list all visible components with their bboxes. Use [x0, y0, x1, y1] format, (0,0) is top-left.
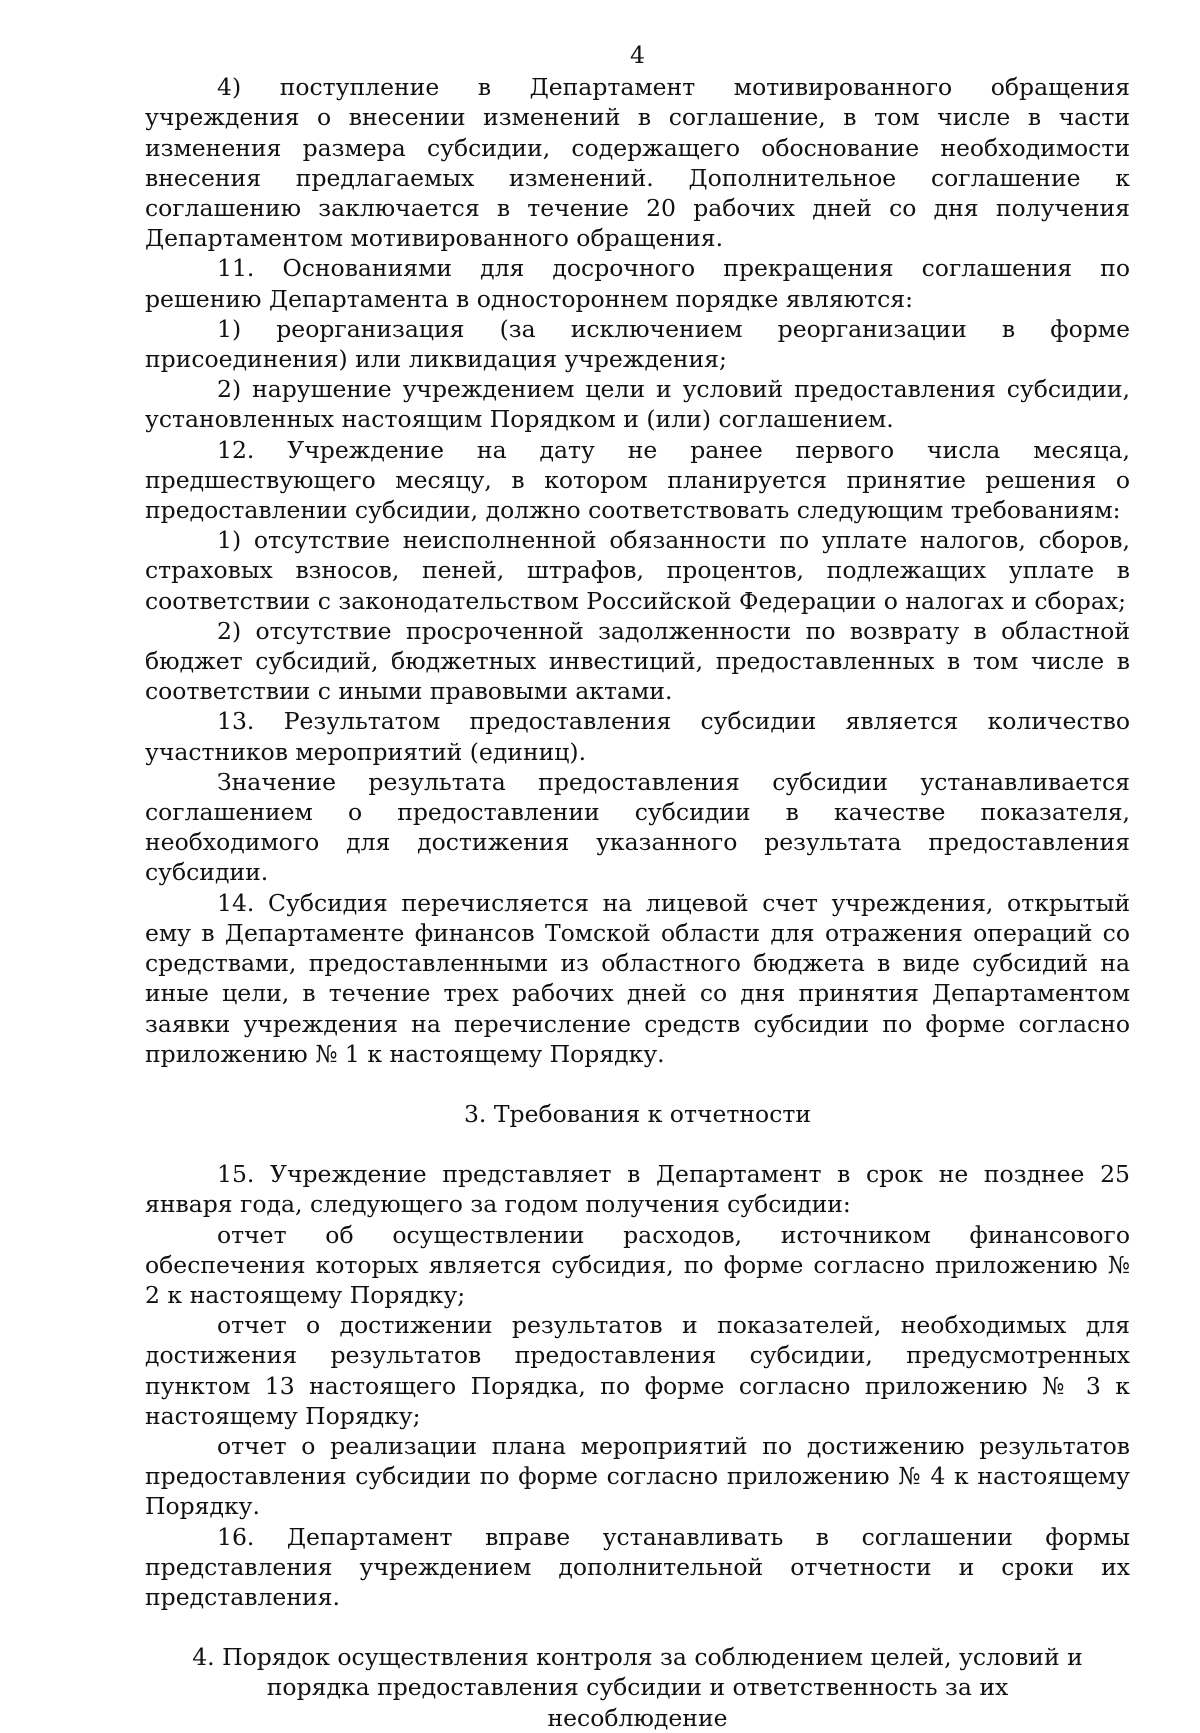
- paragraph-11-item-1: 1) реорганизация (за исключением реорганизации в форме присоединения) или ликвидация учреждения;: [145, 314, 1130, 374]
- paragraph-13: 13. Результатом предоставления субсидии является количество участников мероприятий (единиц).: [145, 707, 1130, 766]
- paragraph-12: 12. Учреждение на дату не ранее первого числа месяца, предшествующего месяцу, в котором планируется принятие решения о предоставлении субсидии, должно соответствовать следующим требованиям:: [145, 435, 1130, 525]
- paragraph-group-before: [145, 72, 1130, 1069]
- paragraph-10-item-4: 4) поступление в Департамент мотивированного обращения учреждения о внесении изменений в соглашение, в том числе в части изменения размера субсидии, содержащего обоснование необходимости внесения предлагаемых изменений. Дополнительное соглашение к соглашению заключается в течение 20 рабочих дней со дня получения Департаментом мотивированного обращения.: [145, 73, 1130, 253]
- section-3-heading: 3. Требования к отчетности: [463, 1099, 812, 1128]
- paragraph-group-section-3: [145, 1159, 1130, 1612]
- paragraph-14: 14. Субсидия перечисляется на лицевой счет учреждения, открытый ему в Департаменте финансов Томской области для отражения операций со средствами, предоставленными из областного бюджета в виде субсидий на иные цели, в течение трех рабочих дней со дня принятия Департаментом заявки учреждения на перечисление средств субсидии по форме согласно приложению № 1 к настоящему Порядку.: [145, 888, 1130, 1068]
- paragraph-12-item-2: 2) отсутствие просроченной задолженности по возврату в областной бюджет субсидий, бюджетных инвестиций, предоставленных в том числе в соответствии с иными правовыми актами.: [145, 616, 1130, 706]
- paragraph-11-item-2: 2) нарушение учреждением цели и условий предоставления субсидии, установленных настоящим Порядком и (или) соглашением.: [145, 375, 1130, 434]
- paragraph-15: 15. Учреждение представляет в Департамент в срок не позднее 25 января года, следующего за годом получения субсидии:: [145, 1160, 1130, 1219]
- paragraph-15-report-expenses: отчет об осуществлении расходов, источником финансового обеспечения которых является субсидия, по форме согласно приложению № 2 к настоящему Порядку;: [145, 1220, 1130, 1309]
- paragraph-11: 11. Основаниями для досрочного прекращения соглашения по решению Департамента в одностороннем порядке являются:: [145, 254, 1130, 313]
- paragraph-12-item-1: 1) отсутствие неисполненной обязанности по уплате налогов, сборов, страховых взносов, пеней, штрафов, процентов, подлежащих уплате в соответствии с законодательством Российской Федерации о налогах и сборах;: [145, 526, 1130, 615]
- paragraph-16: 16. Департамент вправе устанавливать в соглашении формы представления учреждением дополнительной отчетности и сроки их представления.: [145, 1522, 1130, 1611]
- document-page: [145, 40, 1130, 1733]
- paragraph-15-report-plan: отчет о реализации плана мероприятий по достижению результатов предоставления субсидии по форме согласно приложению № 4 к настоящему Порядку.: [145, 1431, 1130, 1521]
- page-number: 4: [630, 41, 645, 69]
- paragraph-13-value: Значение результата предоставления субсидии устанавливается соглашением о предоставлении субсидии в качестве показателя, необходимого для достижения указанного результата предоставления субсидии.: [145, 767, 1130, 887]
- section-4-heading: 4. Порядок осуществления контроля за соблюдением целей, условий и порядка предоставления субсидии и ответственность за их несоблюдение: [192, 1643, 1083, 1732]
- paragraph-15-report-results: отчет о достижении результатов и показателей, необходимых для достижения результатов предоставления субсидии, предусмотренных пунктом 13 настоящего Порядка, по форме согласно приложению № 3 к настоящему Порядку;: [145, 1311, 1130, 1430]
